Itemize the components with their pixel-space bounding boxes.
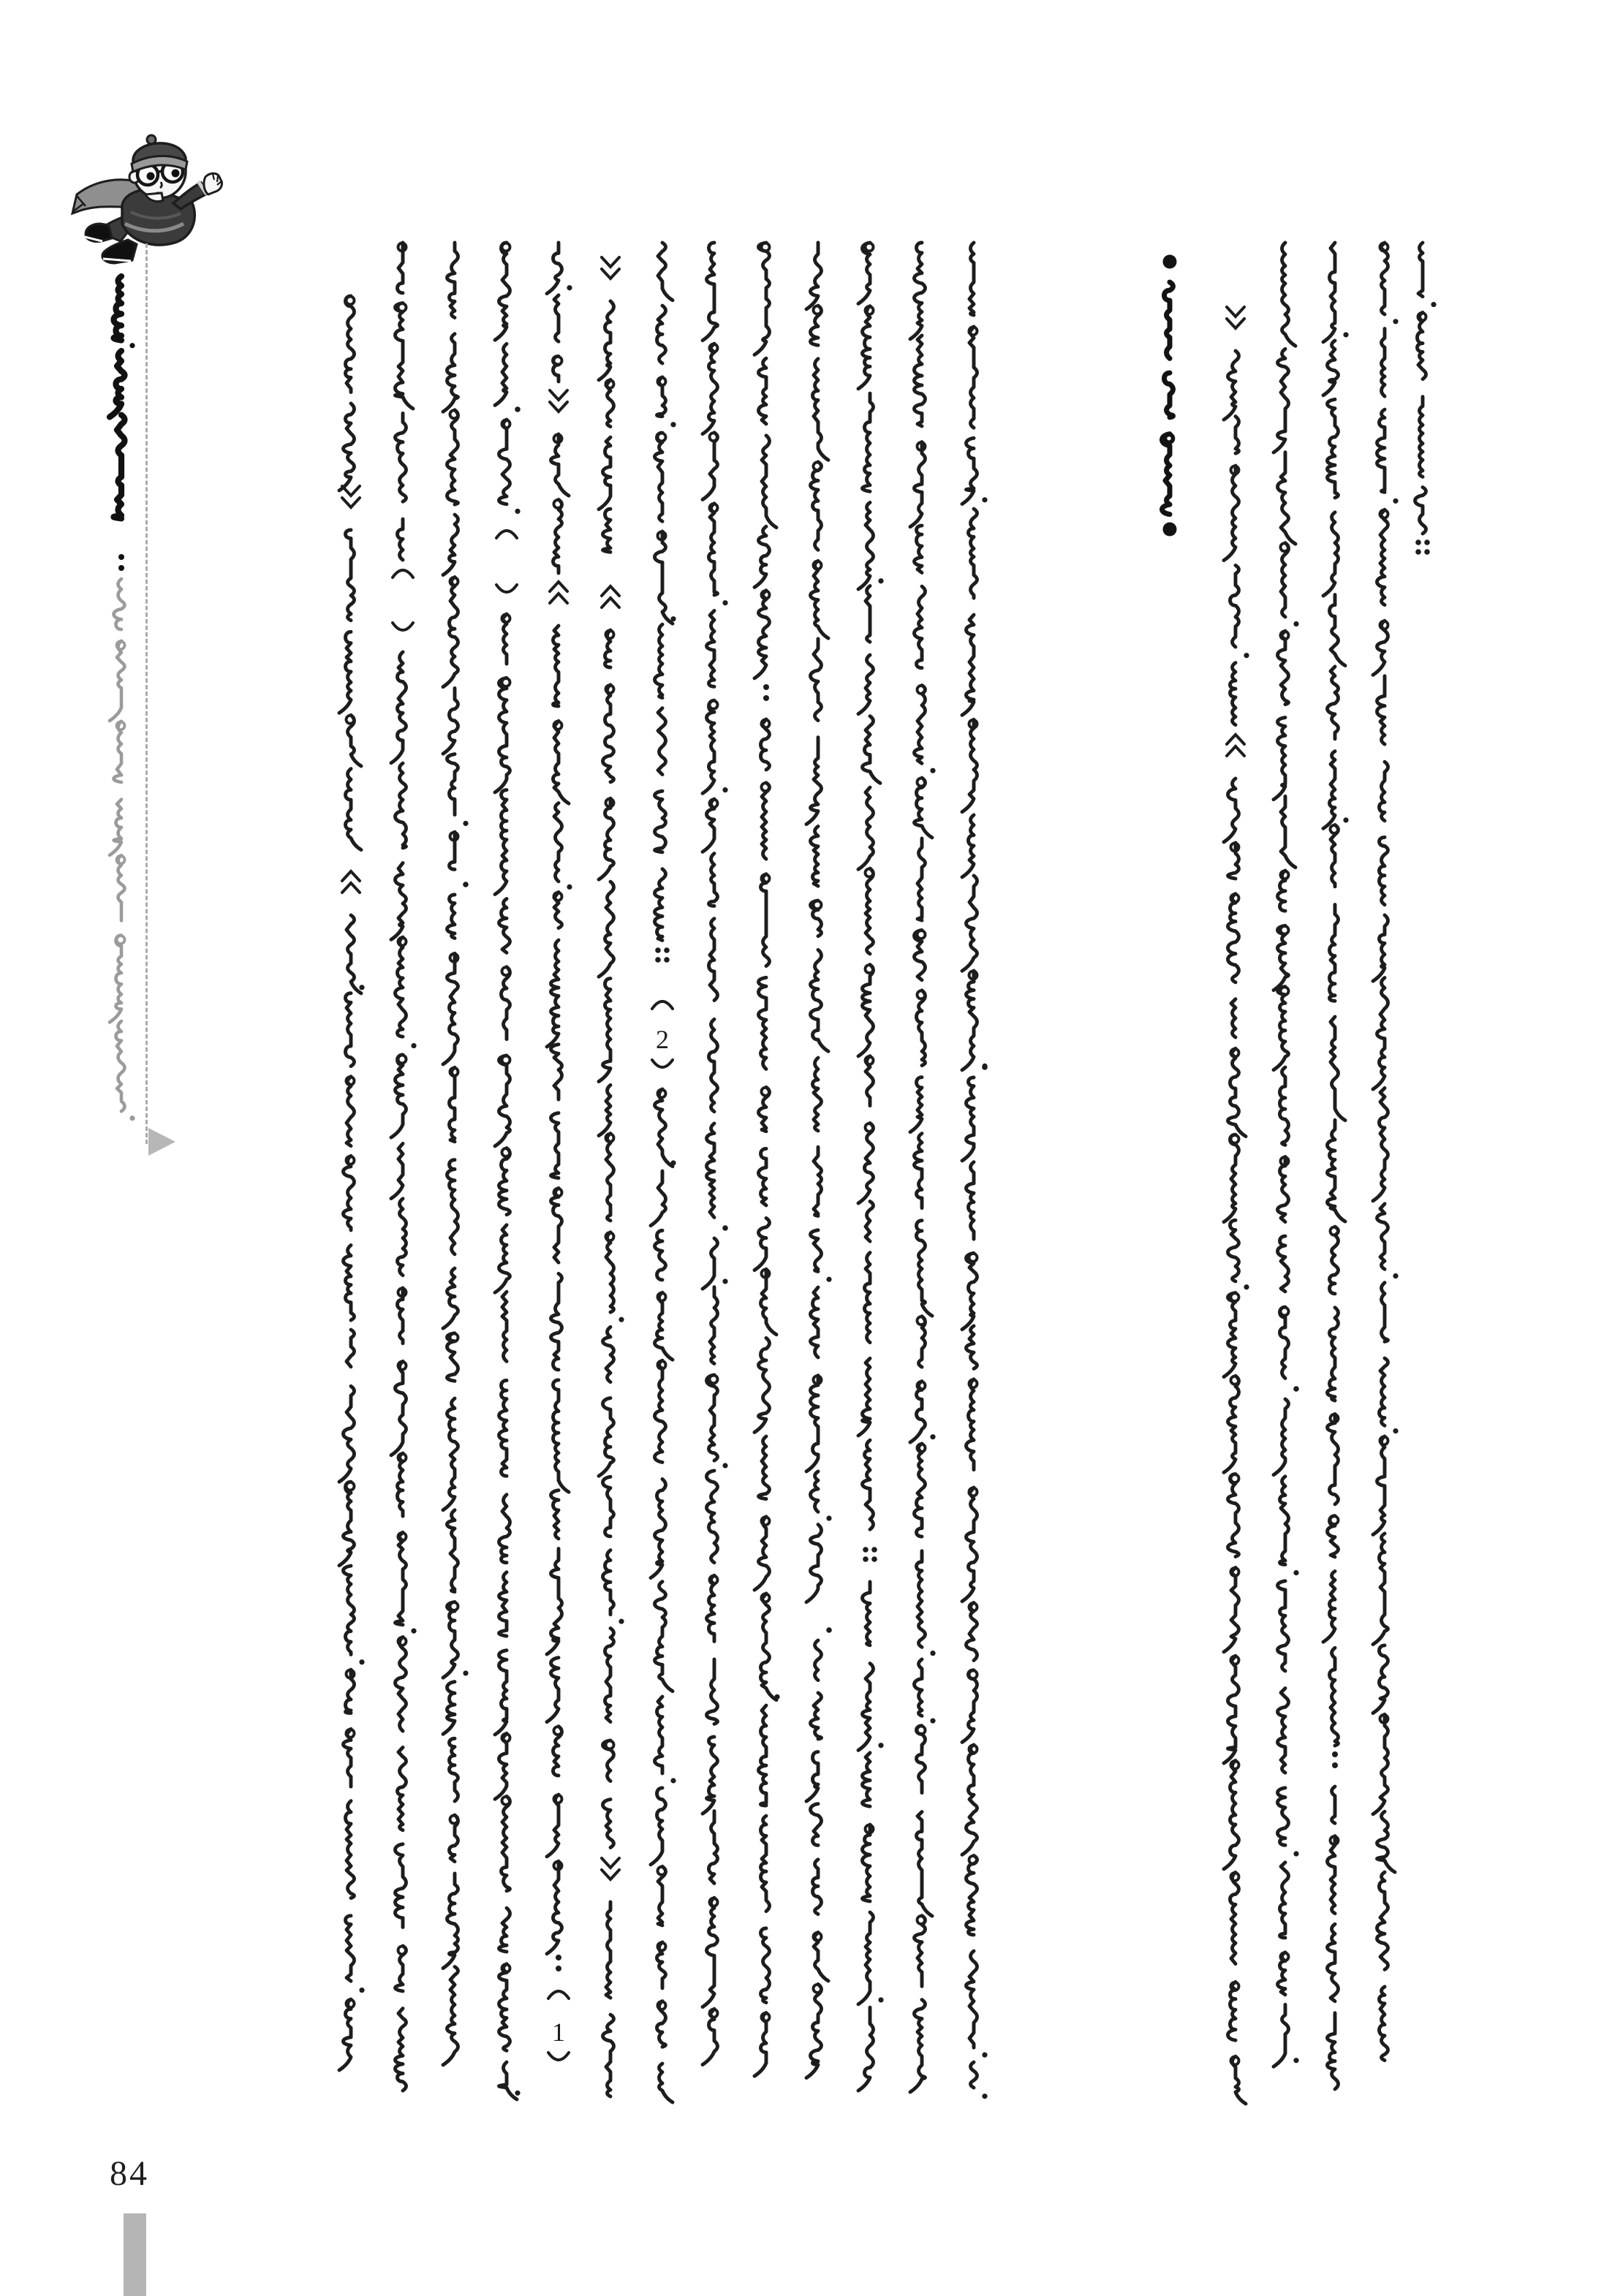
text-column — [599, 257, 624, 2096]
unit-title-column — [110, 276, 135, 571]
page-edge-tab — [124, 2213, 146, 2296]
punct-po — [652, 1001, 673, 1009]
text-column — [703, 243, 728, 2065]
svg-text:2: 2 — [656, 1025, 669, 1054]
punct-fd — [655, 947, 670, 963]
punct-co — [118, 554, 124, 571]
punct-bu — [1163, 523, 1177, 537]
text-column — [1274, 243, 1299, 2066]
punct-cm — [722, 1225, 728, 1231]
text-column — [858, 243, 884, 2091]
punct-cm — [826, 1627, 832, 1633]
page-number: 84 — [110, 2154, 149, 2193]
text-column — [1224, 307, 1249, 2104]
punct-oq — [342, 486, 360, 507]
punct-pc — [548, 2053, 569, 2060]
punct-co — [763, 684, 769, 701]
text-column — [962, 243, 988, 2099]
punct-cm — [515, 406, 521, 412]
punct-oq — [550, 390, 567, 412]
punct-oq — [602, 257, 619, 279]
punct-pc — [652, 1060, 673, 1067]
punct-co — [556, 1955, 561, 1971]
punct-oq — [602, 1858, 619, 1879]
punct-cm — [982, 1064, 988, 1070]
text-column — [1415, 243, 1437, 555]
punct-pc — [393, 623, 413, 630]
text-column — [651, 243, 676, 2102]
punct-bu — [1163, 255, 1177, 269]
punct-fd — [863, 1547, 877, 1562]
punct-cq — [550, 582, 567, 603]
text-column — [547, 243, 572, 2060]
punct-fd — [1415, 539, 1430, 555]
punct-dg — [656, 1025, 669, 1054]
punct-co — [1332, 1751, 1338, 1768]
text-column — [339, 296, 365, 2070]
punct-cq — [602, 586, 619, 607]
text-column — [391, 243, 417, 2091]
section-heading-column — [1162, 255, 1177, 537]
punct-cq — [342, 871, 360, 893]
punct-dg — [552, 2017, 565, 2047]
punct-cm — [1293, 1386, 1299, 1392]
text-column — [1373, 243, 1399, 2061]
svg-text:1: 1 — [552, 2017, 565, 2047]
text-column — [1323, 243, 1349, 2089]
text-column — [910, 243, 936, 2092]
punct-po — [548, 1991, 569, 1998]
punct-cm — [463, 882, 469, 887]
punct-pc — [496, 585, 517, 592]
text-column — [495, 243, 521, 2099]
text-column — [806, 243, 832, 2078]
text-column — [754, 243, 780, 2076]
text-column — [443, 243, 469, 2065]
punct-po — [393, 570, 413, 577]
punct-oq — [1227, 307, 1244, 328]
punct-po — [496, 531, 517, 538]
unit-subtitle-column — [110, 579, 135, 1121]
punct-cq — [1227, 735, 1244, 756]
